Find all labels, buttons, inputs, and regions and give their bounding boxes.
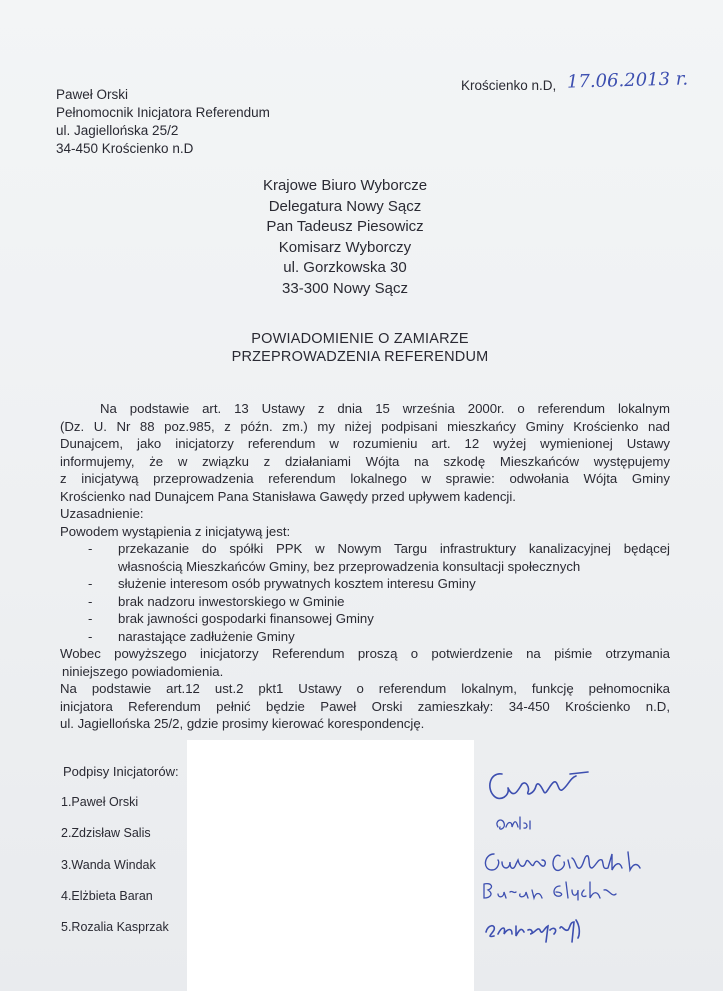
- signatory-name: 4.Elżbieta Baran: [61, 889, 153, 903]
- sender-city: 34-450 Krościenko n.D: [56, 141, 194, 156]
- body-line: informujemy, że w związku z działaniami Wójta na szkodę Mieszkańców występujemy: [60, 453, 670, 469]
- reasons-list: [60, 540, 670, 645]
- redaction-box: [187, 740, 474, 991]
- body-line: ul. Jagiellońska 25/2, gdzie prosimy kierować korespondencję.: [60, 716, 425, 731]
- list-item: [88, 575, 670, 593]
- bullet-dash: -: [88, 611, 93, 626]
- list-item: [88, 540, 670, 575]
- body-line: Dunajcem, jako inicjatorzy referendum w rozumieniu art. 12 wyżej wymienionej Ustawy: [60, 436, 670, 451]
- recipient-line: 33-300 Nowy Sącz: [282, 279, 408, 297]
- signatures-label: Podpisy Inicjatorów:: [63, 764, 179, 779]
- sender-block: [56, 86, 270, 158]
- reason-line: własnością Mieszkańców Gminy, bez przeprowadzenia konsultacji społecznych: [118, 558, 581, 574]
- body-line: Na podstawie art.12 ust.2 pkt1 Ustawy o referendum lokalnym, funkcję pełnomocnika: [60, 681, 670, 696]
- sender-street: ul. Jagiellońska 25/2: [56, 123, 179, 138]
- reason-line: służenie interesom osób prywatnych kosztem interesu Gminy: [118, 576, 476, 591]
- signature-2-scribble: [492, 813, 538, 835]
- recipient-line: Pan Tadeusz Piesowicz: [266, 218, 424, 235]
- signature-4-scribble: [480, 876, 620, 904]
- justification-label: Uzasadnienie:: [60, 506, 144, 521]
- body-line: z inicjatywą przeprowadzenia referendum lokalnego w sprawie: odwołania Wójta Gminy: [60, 471, 670, 486]
- place-text: Krościenko n.D,: [461, 78, 557, 93]
- title-line-1: POWIADOMIENIE O ZAMIARZE: [251, 331, 469, 347]
- body-line: Na podstawie art. 13 Ustawy z dnia 15 września 2000r. o referendum lokalnym: [100, 401, 670, 416]
- recipient-block: [180, 176, 510, 299]
- reason-line: brak nadzoru inwestorskiego w Gminie: [118, 593, 345, 609]
- signature-1-scribble: [484, 766, 594, 808]
- list-item: [88, 610, 670, 628]
- handwritten-date: 17.06.2013 r.: [566, 68, 689, 93]
- recipient-line: Krajowe Biuro Wyborcze: [262, 177, 428, 194]
- reason-line: narastające zadłużenie Gminy: [118, 628, 295, 644]
- list-item: [88, 628, 670, 646]
- list-item: [88, 593, 670, 611]
- recipient-line: ul. Gorzkowska 30: [283, 259, 407, 276]
- body-line: Krościenko nad Dunajcem Pana Stanisława Gawędy przed upływem kadencji.: [60, 488, 516, 504]
- paragraph-3: [60, 680, 670, 733]
- reasons-intro: Powodem wystąpienia z inicjatywą jest:: [60, 523, 291, 539]
- sender-role: Pełnomocnik Inicjatora Referendum: [56, 105, 270, 120]
- document-title: [150, 330, 570, 366]
- bullet-dash: -: [88, 576, 93, 591]
- body-line: inicjatora Referendum pełnić będzie Paweł Orski zamieszkały: 34-450 Krościenko n.D,: [60, 698, 670, 714]
- signature-5-scribble: [482, 908, 592, 948]
- reason-line: przekazanie do spółki PPK w Nowym Targu infrastruktury kanalizacyjnej będącej: [118, 541, 670, 556]
- bullet-dash: -: [88, 593, 93, 609]
- body-line: (Dz. U. Nr 88 poz.985, z późn. zm.) my niżej podpisani mieszkańcy Gminy Krościenko nad: [60, 418, 670, 434]
- document-body: [60, 400, 670, 733]
- body-line: Wobec powyższego inicjatorzy Referendum proszą o potwierdzenie na piśmie otrzymania: [60, 646, 670, 661]
- recipient-line: Komisarz Wyborczy: [278, 238, 412, 256]
- bullet-dash: -: [88, 628, 93, 644]
- signatory-name: 1.Paweł Orski: [61, 795, 139, 809]
- signatory-name: 3.Wanda Windak: [61, 858, 156, 872]
- signatory-name: 5.Rozalia Kasprzak: [61, 920, 169, 934]
- bullet-dash: -: [88, 541, 93, 556]
- sender-name: Paweł Orski: [56, 87, 129, 102]
- paragraph-2: [60, 645, 670, 680]
- recipient-line: Delegatura Nowy Sącz: [268, 197, 422, 215]
- signature-3-scribble: [480, 846, 650, 876]
- signatory-name: 2.Zdzisław Salis: [61, 826, 151, 840]
- title-line-2: PRZEPROWADZENIA REFERENDUM: [231, 349, 489, 365]
- paragraph-1: [60, 400, 670, 505]
- reason-line: brak jawności gospodarki finansowej Gminy: [118, 611, 374, 626]
- body-line: niniejszego powiadomienia.: [62, 663, 224, 679]
